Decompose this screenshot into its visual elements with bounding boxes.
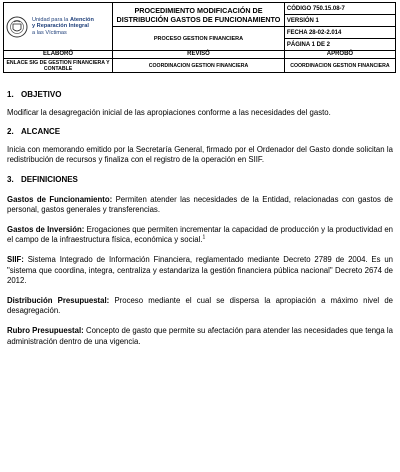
document-date: FECHA 28-02-2.014 [284,27,395,39]
elaboro-value: ENLACE SIG DE GESTION FINANCIERA Y CONTABLE [4,59,113,73]
definition-distribucion-presupuestal: Distribución Presupuestal: Proceso mediante el cual se dispersa la apropiación a máximo nivel de desagregación. [7,295,394,316]
document-code: CÓDIGO 750.15.08-7 [284,3,395,15]
alcance-text: Inicia con memorando emitido por la Secretaría General, firmado por el Ordenador del Gasto donde solicitan la redistribución de recursos y finaliza con el registro de la operación en SIIF. [7,144,393,165]
definition-rubro-presupuestal: Rubro Presupuestal: Concepto de gasto que permite su afectación para atender las necesidades que tenga la administración dentro de una vigencia. [7,325,393,346]
coat-of-arms-icon [6,16,28,38]
definition-gastos-inversion: Gastos de Inversión: Erogaciones que permiten incrementar la capacidad de producción y la productividad en el campo de la infraestructura física, económica y social.$^1$ [7,224,394,245]
footnote-marker: 1 [202,234,206,241]
document-body [7,90,393,347]
section-heading-objetivo: 1. OBJETIVO [7,90,62,99]
section-heading-definiciones: 3. DEFINICIONES [7,174,78,184]
process-name: PROCESO GESTION FINANCIERA [113,27,285,51]
document-version: VERSIÓN 1 [284,15,395,27]
reviso-label: REVISÓ [113,51,285,59]
aprobo-value: COORDINACION GESTION FINANCIERA [284,59,395,73]
definition-siif: SIIF: Sistema Integrado de Información Financiera, reglamentado mediante Decreto 2789 de 2004. Es un "sistema que coordina, integra, centraliza y estandariza la gestión financiera pública nacional" Decreto 2674 de 2012. [7,254,393,286]
document-title: PROCEDIMIENTO MODIFICACIÓN DE DISTRIBUCIÓN GASTOS DE FUNCIONAMIENTO [113,3,285,27]
reviso-value: COORDINACION GESTION FINANCIERA [113,59,285,73]
page-number: PÁGINA 1 DE 2 [284,39,395,51]
aprobo-label: APROBÓ [284,51,395,59]
elaboro-label: ELABORÓ [4,51,113,59]
document-header [3,2,396,73]
definition-gastos-funcionamiento: Gastos de Funcionamiento: Permiten atender las necesidades de la Entidad, relacionadas con gastos de personal, gastos generales y transferencias. [7,194,394,215]
section-heading-alcance: 2. ALCANCE [7,127,61,137]
logo-cell [4,3,113,51]
objetivo-text: Modificar la desagregación inicial de las apropiaciones conforme a las necesidades del gasto. [7,107,331,117]
organization-name: Unidad para la Atención y Reparación Integral a las Víctimas [32,16,94,36]
